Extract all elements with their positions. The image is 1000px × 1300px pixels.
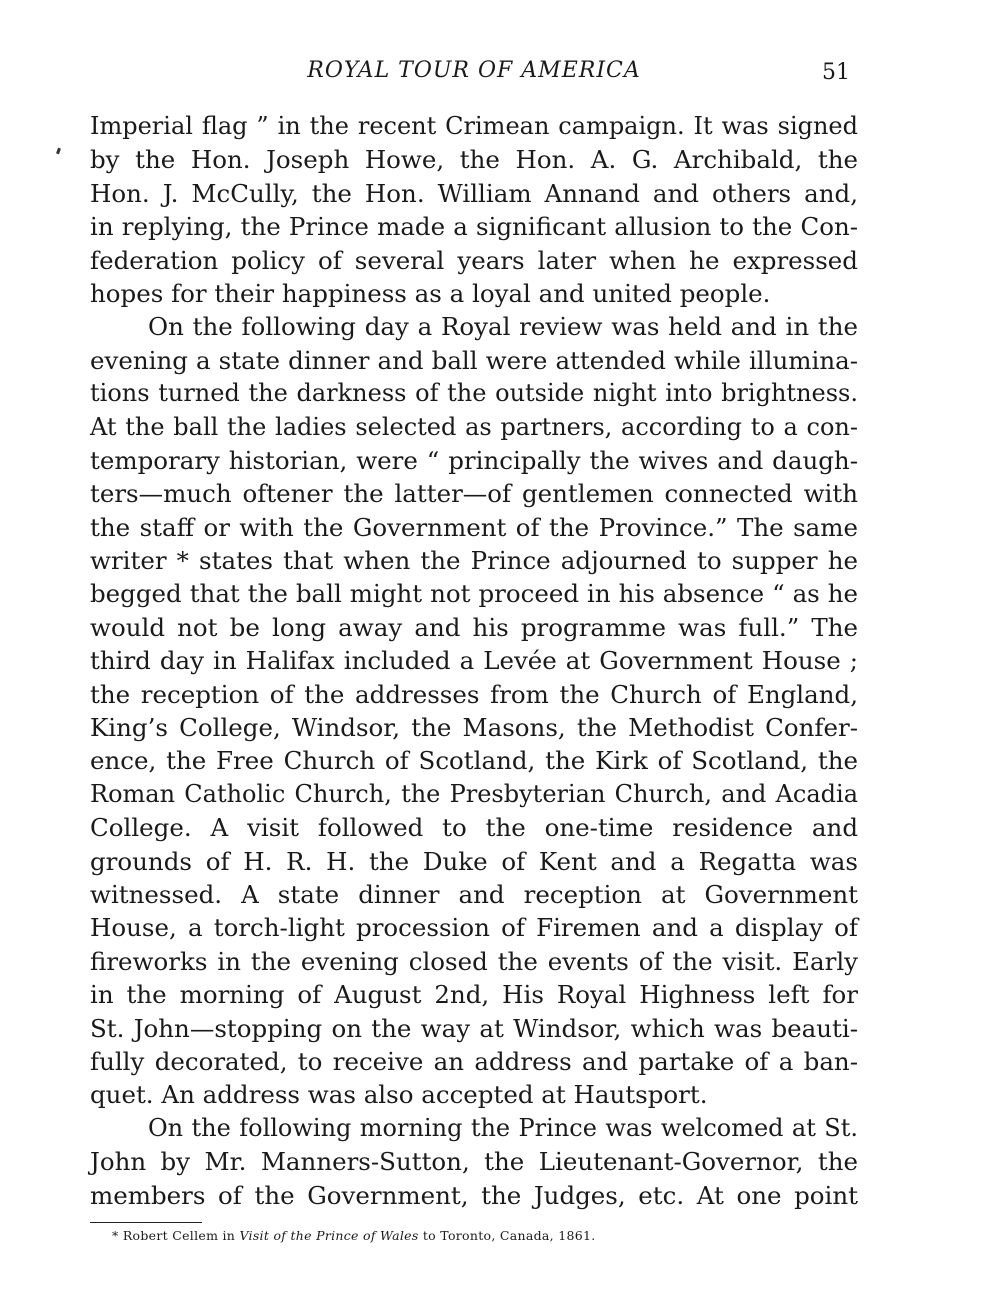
text-line: in replying, the Prince made a significant allusion to the Con- bbox=[90, 212, 858, 242]
text-line: third day in Halifax included a Levée at Government House ; bbox=[90, 646, 858, 676]
text-line: quet. An address was also accepted at Hautsport. bbox=[90, 1080, 708, 1110]
running-title: ROYAL TOUR OF AMERICA bbox=[307, 58, 641, 83]
text-line: fireworks in the evening closed the events of the visit. Early bbox=[90, 946, 858, 976]
footnote bbox=[112, 1228, 872, 1244]
text-line: hopes for their happiness as a loyal and united people. bbox=[90, 278, 771, 308]
stray-ink-mark bbox=[56, 148, 61, 155]
text-line: Roman Catholic Church, the Presbyterian Church, and Acadia bbox=[90, 779, 858, 808]
text-line: tions turned the darkness of the outside night into brightness. bbox=[90, 379, 858, 408]
footnote-rule bbox=[90, 1222, 202, 1223]
footnote-suffix: to Toronto, Canada, 1861. bbox=[418, 1228, 596, 1243]
text-line: the staff or with the Government of the Province.” The same bbox=[90, 512, 858, 542]
text-line: by the Hon. Joseph Howe, the Hon. A. G. Archibald, the bbox=[90, 145, 858, 175]
text-line: King’s College, Windsor, the Masons, the Methodist Confer- bbox=[90, 713, 858, 743]
text-line: evening a state dinner and ball were attended while illumina- bbox=[90, 345, 858, 375]
text-line: fully decorated, to receive an address and partake of a ban- bbox=[90, 1046, 858, 1076]
text-line: writer * states that when the Prince adjourned to supper he bbox=[90, 546, 858, 576]
body-text bbox=[90, 110, 858, 1212]
text-line: would not be long away and his programme was full.” The bbox=[90, 612, 858, 642]
text-line: in the morning of August 2nd, His Royal Highness left for bbox=[90, 980, 858, 1010]
text-line: House, a torch-light procession of Firemen and a display of bbox=[90, 913, 858, 943]
text-line: ters—much oftener the latter—of gentlemen connected with bbox=[90, 479, 858, 509]
text-line: On the following day a Royal review was held and in the bbox=[148, 312, 858, 342]
text-line: College. A visit followed to the one-time residence and bbox=[90, 813, 858, 843]
footnote-title: Visit of the Prince of Wales bbox=[239, 1228, 419, 1243]
text-line: Imperial flag ” in the recent Crimean campaign. It was signed bbox=[90, 112, 858, 140]
running-head bbox=[90, 58, 858, 90]
text-line: grounds of H. R. H. the Duke of Kent and a Regatta was bbox=[90, 846, 858, 876]
text-line: On the following morning the Prince was welcomed at St. bbox=[148, 1113, 858, 1142]
text-line: temporary historian, were “ principally the wives and daugh- bbox=[90, 445, 858, 475]
text-line: witnessed. A state dinner and reception at Government bbox=[90, 879, 858, 909]
text-line: At the ball the ladies selected as partners, according to a con- bbox=[90, 412, 858, 441]
footnote-prefix: * Robert Cellem in bbox=[112, 1228, 240, 1243]
page-number: 51 bbox=[822, 60, 850, 85]
text-line: St. John—stopping on the way at Windsor, which was beauti- bbox=[90, 1013, 858, 1043]
text-line: begged that the ball might not proceed in his absence “ as he bbox=[90, 579, 858, 609]
text-line: ence, the Free Church of Scotland, the Kirk of Scotland, the bbox=[90, 746, 858, 776]
text-line: members of the Government, the Judges, etc. At one point bbox=[90, 1180, 858, 1210]
text-line: the reception of the addresses from the Church of England, bbox=[90, 679, 858, 709]
text-line: Hon. J. McCully, the Hon. William Annand and others and, bbox=[90, 178, 858, 208]
text-line: John by Mr. Manners-Sutton, the Lieutenant-Governor, the bbox=[90, 1147, 858, 1177]
text-line: federation policy of several years later when he expressed bbox=[90, 245, 858, 275]
